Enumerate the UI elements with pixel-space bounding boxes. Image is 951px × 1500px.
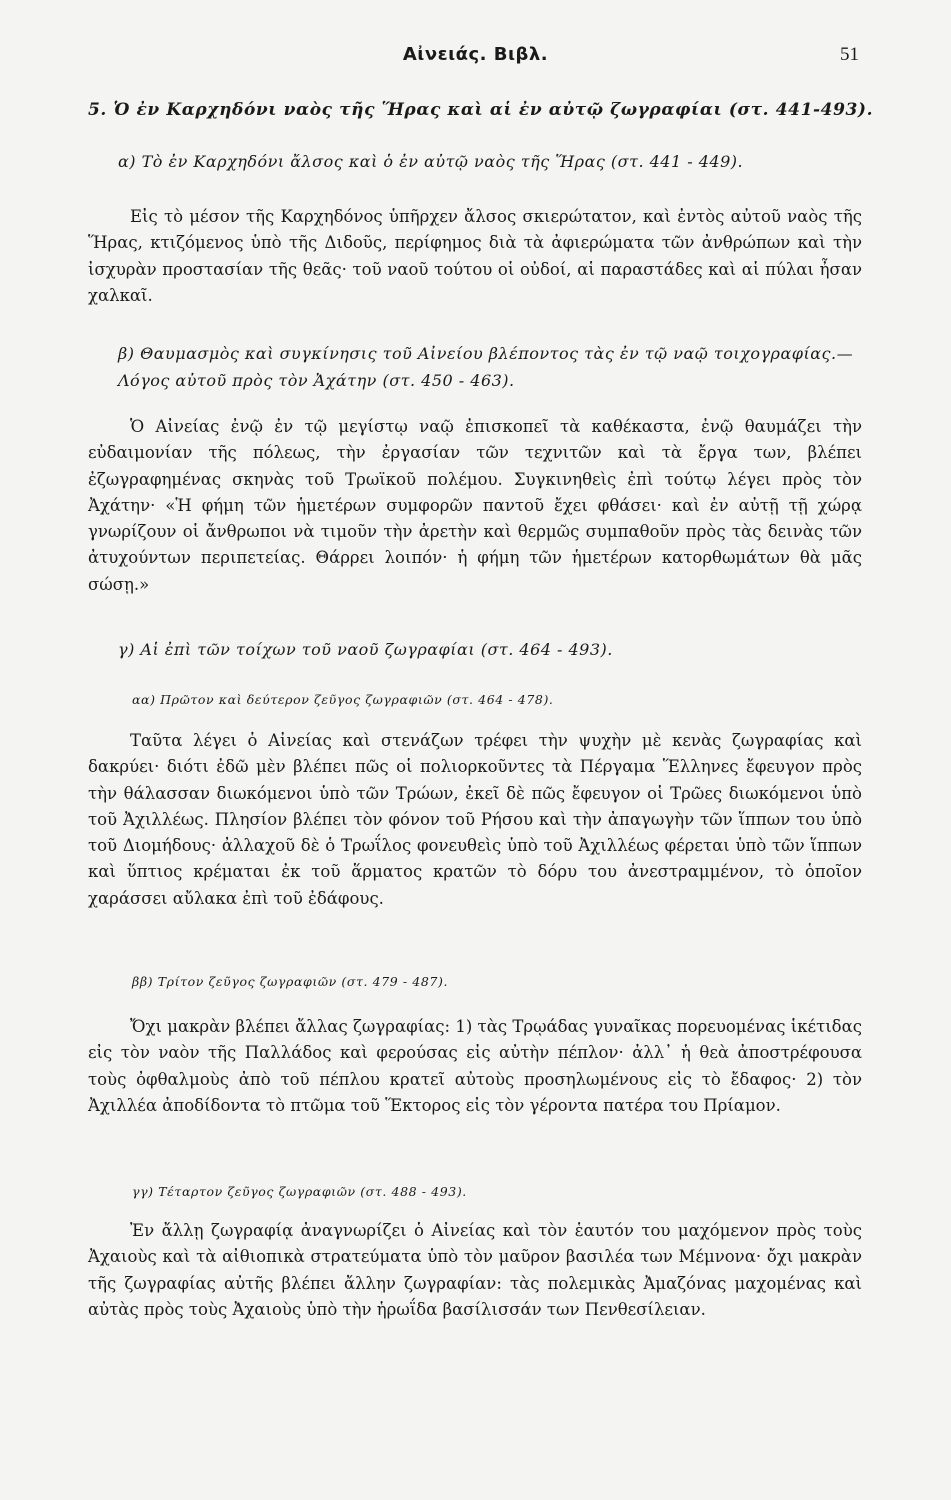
- paragraph-b: Ὁ Αἰνείας ἐνῷ ἐν τῷ μεγίστῳ ναῷ ἐπισκοπεῖ τὰ καθέκαστα, ἐνῷ θαυμάζει τὴν εὐδαιμονίαν τῆς πόλεως, τὴν ἐργασίαν τῶν τεχνιτῶν καὶ τὰ ἔργα των, βλέπει ἐζωγραφημένας σκηνὰς τοῦ Τρωϊκοῦ πολέμου. Συγκινηθεὶς ἐπὶ τούτῳ λέγει πρὸς τὸν Ἀχάτην· «Ἡ φήμη τῶν ἡμετέρων συμφορῶν παντοῦ ἔχει φθάσει· καὶ ἐν αὐτῇ τῇ χώρᾳ γνωρίζουν οἱ ἄνθρωποι νὰ τιμοῦν τὴν ἀρετὴν καὶ θερμῶς συμπαθοῦν πρὸς τὰς δεινὰς τῶν ἀτυχούντων περιπετείας. Θάρρει λοιπόν· ἡ φήμη τῶν ἡμετέρων κατορθωμάτων θὰ μᾶς σώσῃ.»: [88, 417, 862, 594]
- subsection-a-body: [88, 204, 862, 309]
- subsection-b-body: [88, 414, 862, 598]
- running-title: Αἰνειάς. Βιβλ.: [402, 44, 549, 65]
- page-number: 51: [840, 44, 859, 65]
- subsection-c-heading: γ) Αἱ ἐπὶ τῶν τοίχων τοῦ ναοῦ ζωγραφίαι (στ. 464 - 493).: [118, 640, 613, 659]
- paragraph-bb: Ὄχι μακρὰν βλέπει ἄλλας ζωγραφίας: 1) τὰς Τρῳάδας γυναῖκας πορευομένας ἱκέτιδας εἰς τὸν ναὸν τῆς Παλλάδος καὶ φερούσας εἰς αὐτὴν πέπλον· ἀλλ᾿ ἡ θεὰ ἀποστρέφουσα τοὺς ὀφθαλμοὺς ἀπὸ τοῦ πέπλου κρατεῖ αὐτοὺς προσηλωμένους εἰς τὸ ἔδαφος· 2) τὸν Ἀχιλλέα ἀποδίδοντα τὸ πτῶμα τοῦ Ἕκτορος εἰς τὸν γέροντα πατέρα του Πρίαμον.: [88, 1017, 862, 1115]
- subsection-aa-body: [88, 728, 862, 912]
- subsection-bb-body: [88, 1014, 862, 1119]
- subsection-cc-heading: γγ) Τέταρτον ζεῦγος ζωγραφιῶν (στ. 488 - 493).: [132, 1184, 467, 1199]
- running-head: [0, 44, 951, 76]
- subsection-bb-heading: ββ) Τρίτον ζεῦγος ζωγραφιῶν (στ. 479 - 487).: [132, 974, 449, 989]
- subsection-b-heading: β) Θαυμασμὸς καὶ συγκίνησις τοῦ Αἰνείου βλέποντος τὰς ἐν τῷ ναῷ τοιχογραφίας.—Λόγος αὐτοῦ πρὸς τὸν Ἀχάτην (στ. 450 - 463).: [118, 344, 854, 390]
- subsection-cc-body: [88, 1218, 862, 1323]
- paragraph-aa: Ταῦτα λέγει ὁ Αἰνείας καὶ στενάζων τρέφει τὴν ψυχὴν μὲ κενὰς ζωγραφίας καὶ δακρύει· διότι ἐδῶ μὲν βλέπει πῶς οἱ πολιορκοῦντες τὰ Πέργαμα Ἕλληνες ἔφευγον πρὸς τὴν θάλασσαν διωκόμενοι ὑπὸ τῶν Τρώων, ἐκεῖ δὲ πῶς ἔφευγον οἱ Τρῶες διωκόμενοι ὑπὸ τοῦ Ἀχιλλέως. Πλησίον βλέπει τὸν φόνον τοῦ Ρήσου καὶ τὴν ἀπαγωγὴν τῶν ἵππων του ὑπὸ τοῦ Διομήδους· ἀλλαχοῦ δὲ ὁ Τρωΐλος φονευθεὶς ὑπὸ τοῦ Ἀχιλλέως φέρεται ὑπὸ τῶν ἵππων καὶ ὕπτιος κρέμαται ἐκ τοῦ ἅρματος κρατῶν τὸ δόρυ του ἀνεστραμμένον, τὸ ὁποῖον χαράσσει αὔλακα ἐπὶ τοῦ ἐδάφους.: [88, 731, 862, 908]
- paragraph-a: Εἰς τὸ μέσον τῆς Καρχηδόνος ὑπῆρχεν ἄλσος σκιερώτατον, καὶ ἐντὸς αὐτοῦ ναὸς τῆς Ἥρας, κτιζόμενος ὑπὸ τῆς Διδοῦς, περίφημος διὰ τὰ ἀφιερώματα τῶν ἀνθρώπων καὶ τὴν ἰσχυρὰν προστασίαν τῆς θεᾶς· τοῦ ναοῦ τούτου οἱ οὐδοί, αἱ παραστάδες καὶ αἱ πύλαι ἦσαν χαλκαῖ.: [88, 207, 862, 305]
- section-5-heading: 5. Ὁ ἐν Καρχηδόνι ναὸς τῆς Ἥρας καὶ αἱ ἐν αὐτῷ ζωγραφίαι (στ. 441-493).: [88, 100, 874, 120]
- subsection-a-heading: α) Τὸ ἐν Καρχηδόνι ἄλσος καὶ ὁ ἐν αὐτῷ ναὸς τῆς Ἥρας (στ. 441 - 449).: [118, 152, 744, 171]
- subsection-aa-heading: αα) Πρῶτον καὶ δεύτερον ζεῦγος ζωγραφιῶν (στ. 464 - 478).: [132, 692, 554, 707]
- paragraph-cc: Ἐν ἄλλῃ ζωγραφίᾳ ἀναγνωρίζει ὁ Αἰνείας καὶ τὸν ἑαυτόν του μαχόμενον πρὸς τοὺς Ἀχαιοὺς καὶ τὰ αἰθιοπικὰ στρατεύματα ὑπὸ τὸν μαῦρον βασιλέα των Μέμνονα· ὄχι μακρὰν τῆς ζωγραφίας αὐτῆς βλέπει ἄλλην ζωγραφίαν: τὰς πολεμικὰς Ἀμαζόνας μαχομένας καὶ αὐτὰς πρὸς τοὺς Ἀχαιοὺς ὑπὸ τὴν ἡρωΐδα βασίλισσάν των Πενθεσίλειαν.: [88, 1221, 862, 1319]
